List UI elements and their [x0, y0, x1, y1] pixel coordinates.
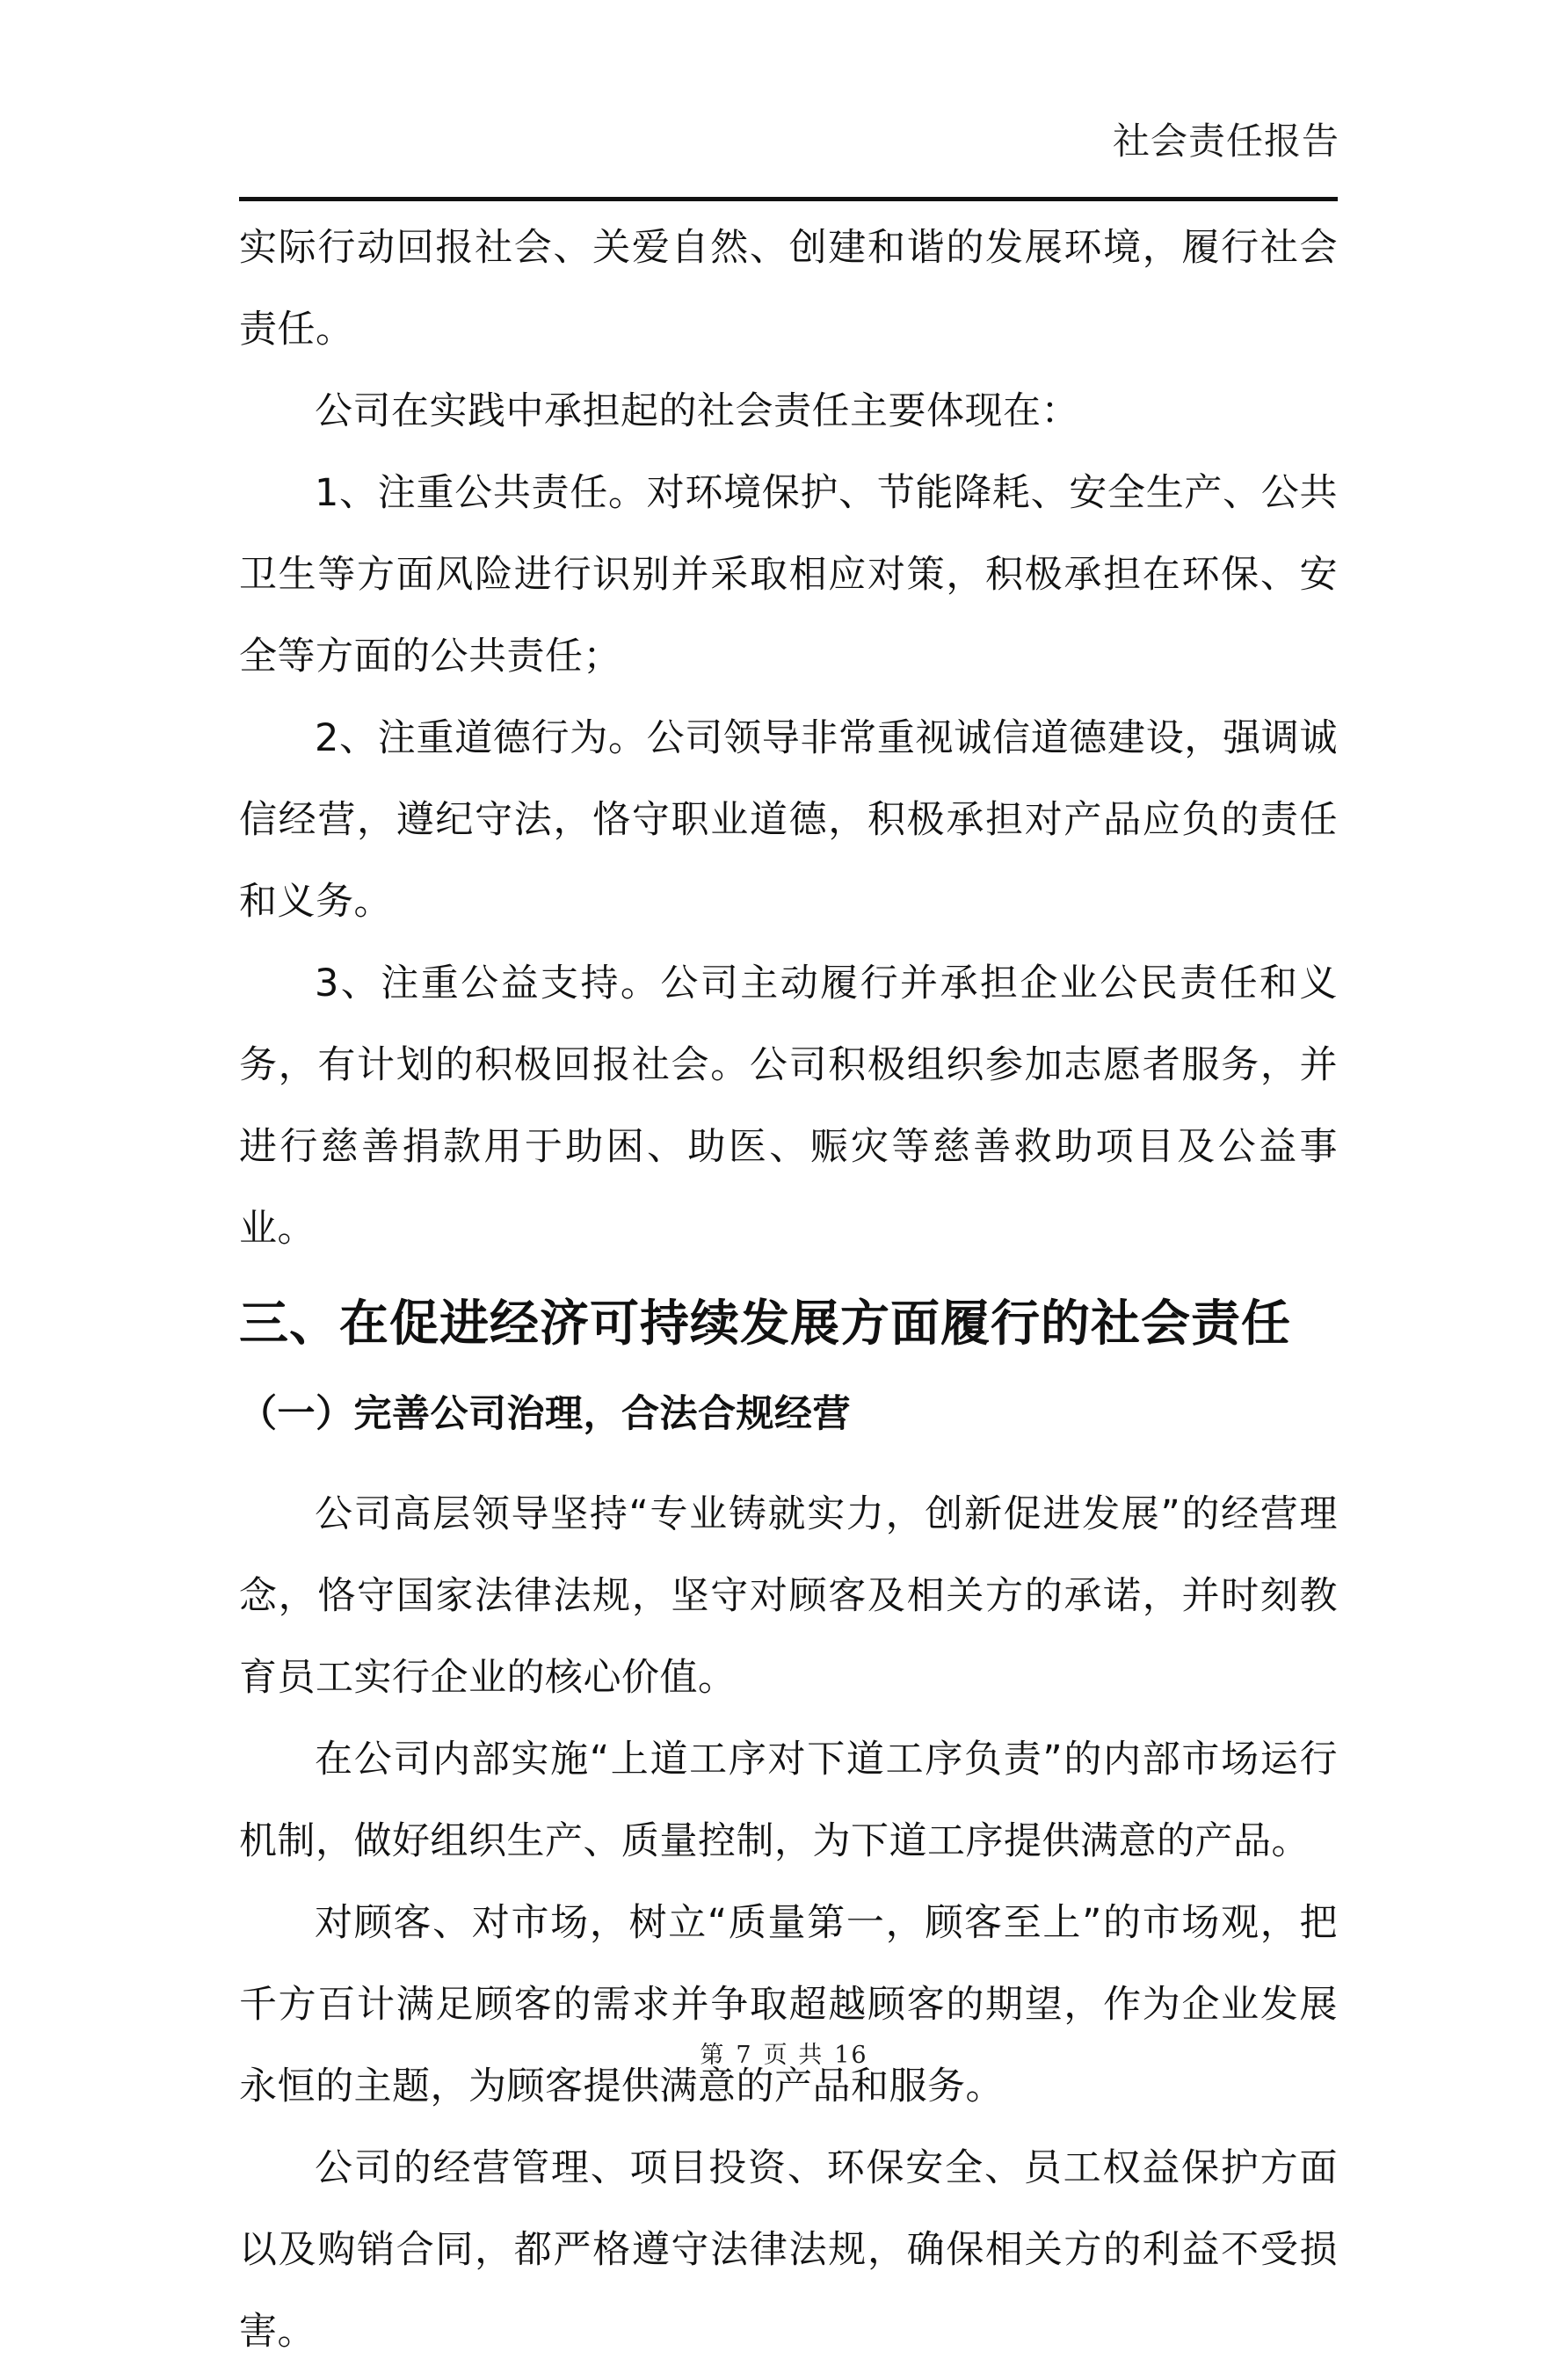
paragraph-intro: 公司在实践中承担起的社会责任主要体现在：	[315, 389, 1079, 433]
paragraph-customer: 对顾客、对市场，树立“质量第一，顾客至上”的市场观，把千方百计满足顾客的需求并争取超越顾客的期望，作为企业发展永恒的主题，为顾客提供满意的产品和服务。	[239, 1901, 1338, 2108]
footer-middle: 页 共	[763, 2042, 824, 2069]
paragraph-item-1: 1、注重公共责任。对环境保护、节能降耗、安全生产、公共卫生等方面风险进行识别并采取相应对策，积极承担在环保、安全等方面的公共责任；	[239, 471, 1338, 679]
paragraph-item-3: 3、注重公益支持。公司主动履行并承担企业公民责任和义务，有计划的积极回报社会。公司积极组织参加志愿者服务，并进行慈善捐款用于助困、助医、赈灾等慈善救助项目及公益事业。	[239, 962, 1338, 1251]
page-footer	[0, 2036, 1568, 2070]
paragraph-compliance: 公司的经营管理、项目投资、环保安全、员工权益保护方面以及购销合同，都严格遵守法律法规，确保相关方的利益不受损害。	[239, 2146, 1338, 2354]
footer-prefix: 第	[700, 2042, 726, 2069]
section-subheading: （一）完善公司治理，合法合规经营	[239, 1392, 851, 1436]
header-title: 社会责任报告	[1112, 120, 1339, 163]
section-heading: 三、在促进经济可持续发展方面履行的社会责任	[239, 1295, 1291, 1353]
footer-page-number: 7	[736, 2042, 753, 2069]
footer-total-pages: 16	[834, 2042, 868, 2069]
paragraph-philosophy: 公司高层领导坚持“专业铸就实力，创新促进发展”的经营理念，恪守国家法律法规，坚守对顾客及相关方的承诺，并时刻教育员工实行企业的核心价值。	[239, 1492, 1338, 1700]
paragraph-internal-market: 在公司内部实施“上道工序对下道工序负责”的内部市场运行机制，做好组织生产、质量控制，为下道工序提供满意的产品。	[239, 1738, 1338, 1863]
header-divider	[239, 197, 1338, 201]
paragraph-item-2: 2、注重道德行为。公司领导非常重视诚信道德建设，强调诚信经营，遵纪守法，恪守职业道德，积极承担对产品应负的责任和义务。	[239, 716, 1338, 924]
paragraph-continuation: 实际行动回报社会、关爱自然、创建和谐的发展环境，履行社会责任。	[239, 226, 1338, 352]
